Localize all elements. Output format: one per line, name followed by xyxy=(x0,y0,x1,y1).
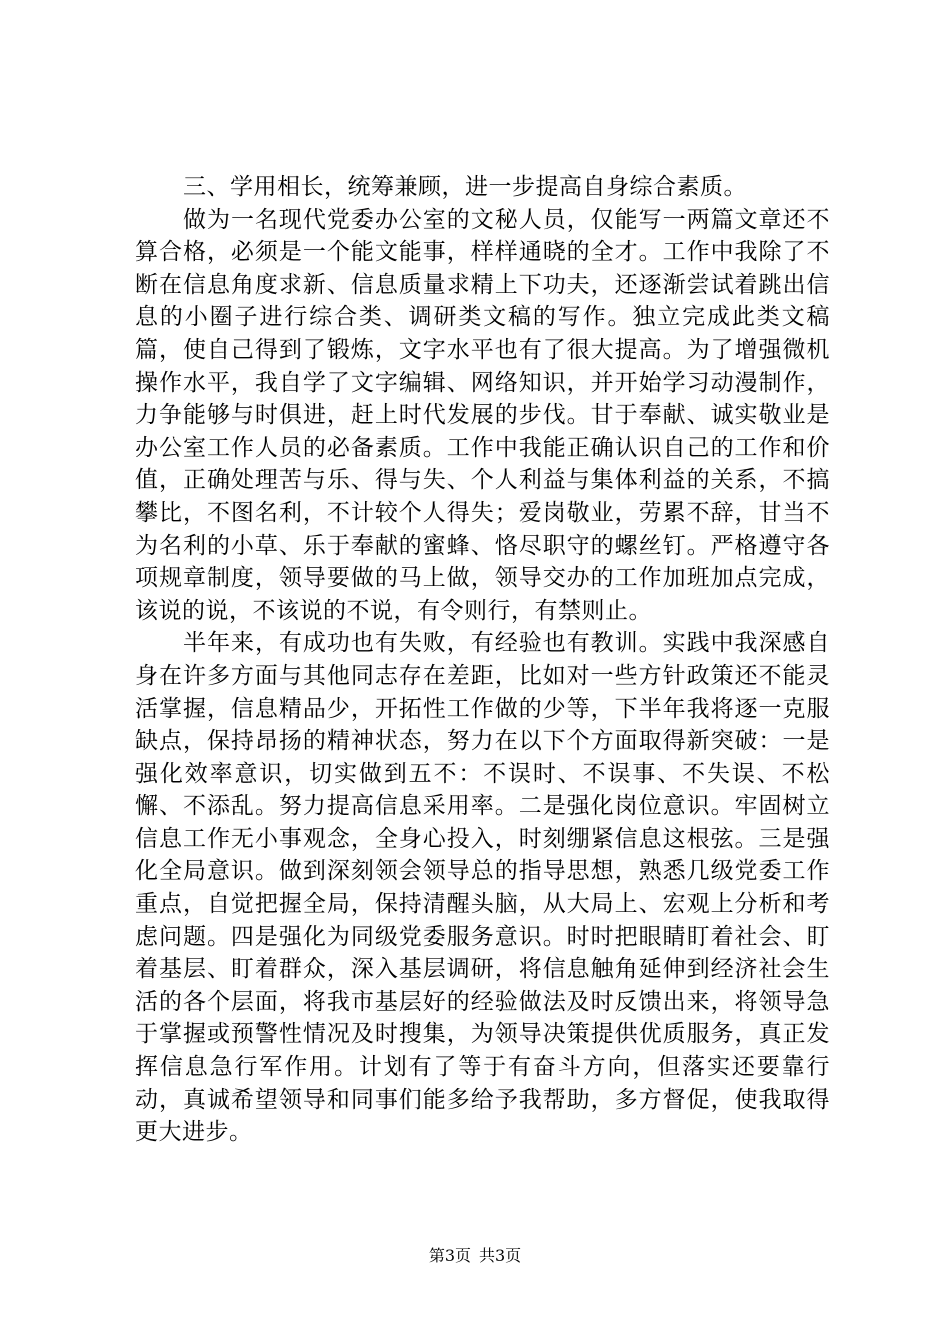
paragraph-half-year-summary: 半年来，有成功也有失败，有经验也有教训。实践中我深感自身在许多方面与其他同志存在差距，比如对一些方针政策还不能灵活掌握，信息精品少，开拓性工作做的少等，下半年我将逐一克服缺点，保持昂扬的精神状态，努力在以下个方面取得新突破：一是强化效率意识，切实做到五不：不误时、不误事、不失误、不松懈、不添乱。努力提高信息采用率。二是强化岗位意识。牢固树立信息工作无小事观念，全身心投入，时刻绷紧信息这根弦。三是强化全局意识。做到深刻领会领导总的指导思想，熟悉几级党委工作重点，自觉把握全局，保持清醒头脑，从大局上、宏观上分析和考虑问题。四是强化为同级党委服务意识。时时把眼睛盯着社会、盯着基层、盯着群众，深入基层调研，将信息触角延伸到经济社会生活的各个层面，将我市基层好的经验做法及时反馈出来，将领导急于掌握或预警性情况及时搜集，为领导决策提供优质服务，真正发挥信息急行军作用。计划有了等于有奋斗方向，但落实还要靠行动，真诚希望领导和同事们能多给予我帮助，多方督促，使我取得更大进步。 xyxy=(135,630,830,1146)
page-footer xyxy=(0,1246,950,1266)
paragraph-self-improvement: 做为一名现代党委办公室的文秘人员，仅能写一两篇文章还不算合格，必须是一个能文能事，样样通晓的全才。工作中我除了不断在信息角度求新、信息质量求精上下功夫，还逐渐尝试着跳出信息的小圈子进行综合类、调研类文稿的写作。独立完成此类文稿篇，使自己得到了锻炼，文字水平也有了很大提高。为了增强微机操作水平，我自学了文字编辑、网络知识，并开始学习动漫制作，力争能够与时俱进，赶上时代发展的步伐。甘于奉献、诚实敬业是办公室工作人员的必备素质。工作中我能正确认识自己的工作和价值，正确处理苦与乐、得与失、个人利益与集体利益的关系，不搞攀比，不图名利，不计较个人得失；爱岗敬业，劳累不辞，甘当不为名利的小草、乐于奉献的蜜蜂、恪尽职守的螺丝钉。严格遵守各项规章制度，领导要做的马上做，领导交办的工作加班加点完成，该说的说，不该说的不说，有令则行，有禁则止。 xyxy=(135,206,830,624)
page-number: 第3页 xyxy=(428,1246,471,1265)
paragraph-section-heading: 三、学用相长，统筹兼顾，进一步提高自身综合素质。 xyxy=(183,174,747,200)
page-total: 共3页 xyxy=(479,1246,522,1265)
document-body xyxy=(135,171,830,1149)
